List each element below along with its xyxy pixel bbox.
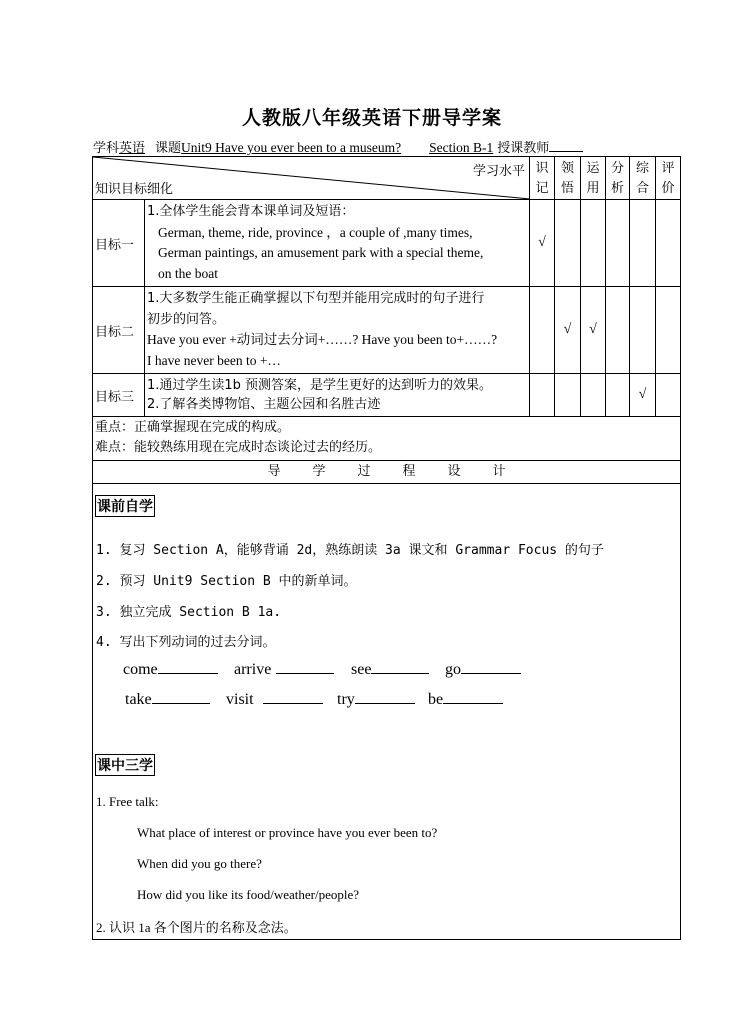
process-char: 过 [357,464,371,479]
answer-blank [158,660,218,674]
goal-line: 1.大多数学生能正确掌握以下句型并能用完成时的句子进行 [147,291,485,306]
check-cell [581,374,606,417]
free-talk-question-3: How did you like its food/weather/people? [137,887,360,902]
answer-blank [355,690,415,704]
goal-content [145,374,530,417]
level-col-3: 分 析 [606,157,630,200]
verb-blank [445,660,521,679]
key-points-cell [93,417,681,461]
header-level-label: 学习水平 [472,164,525,179]
process-content [93,484,680,939]
check-cell [656,287,681,374]
check-cell [530,287,555,374]
goal-row-2 [93,287,681,374]
goal-line: Have you ever +动词过去分词+……? Have you been to+……? [147,332,498,347]
goal-row-3 [93,374,681,417]
verb-blank [234,660,334,679]
goal-label: 目标一 [93,200,145,287]
goal-line: on the boat [158,265,218,281]
verb-blank [351,660,429,679]
inclass-section-title: 课中三学 [95,754,155,776]
difficult-point: 难点：能较熟练用现在完成时态谈论过去的经历。 [95,440,382,455]
goal-line: 1.全体学生能会背本课单词及短语： [147,204,355,219]
verb: come [123,661,158,678]
check-cell: √ [530,200,555,287]
lesson-plan-table [92,156,681,940]
check-cell [555,374,581,417]
subject-value: 英语 [119,141,146,156]
document-title: 人教版八年级英语下册导学案 [241,107,502,129]
verb: see [351,661,372,678]
inclass-section-title-wrap [95,754,155,776]
goal-line: German, theme, ride, province ，a couple of ,many times, [158,224,473,240]
goal-content [145,200,530,287]
goal-line: German paintings, an amusement park with a special theme, [158,245,484,260]
free-talk-question-1: What place of interest or province have you ever been to? [137,825,438,840]
process-char: 设 [447,464,461,479]
check-cell [555,200,581,287]
key-points-row [93,417,681,461]
header-diagonal-cell [93,157,530,200]
course-info-line [93,137,583,156]
check-cell: √ [581,287,606,374]
goal-line: 初步的问答。 [147,311,226,327]
check-cell [656,200,681,287]
key-point: 重点：正确掌握现在完成的构成。 [95,420,291,435]
level-col-1: 领 悟 [555,157,581,200]
verb: go [445,661,461,678]
answer-blank [461,660,521,674]
check-cell [530,374,555,417]
preview-item-2: 2. 预习 Unit9 Section B 中的新单词。 [96,574,357,589]
goal-line: I have never been to +… [147,352,281,368]
level-col-5: 评 价 [656,157,681,200]
check-cell [606,287,630,374]
process-title-row [93,461,681,484]
check-cell [656,374,681,417]
process-body-row [93,484,681,940]
section-value: Section B-1 [429,140,494,155]
verb: visit [226,691,254,708]
verb: take [125,691,152,708]
verb: try [337,691,355,708]
subject-label: 学科 [93,141,120,156]
header-goal-label: 知识目标细化 [95,182,174,197]
verb-blank [337,690,415,709]
check-cell [630,200,656,287]
goal-label: 目标二 [93,287,145,374]
level-col-4: 综 合 [630,157,656,200]
topic-value: Unit9 Have you ever been to a museum? [181,140,402,155]
verb: be [428,691,444,708]
goal-content [145,287,530,374]
process-body [93,484,681,940]
free-talk-question-2: When did you go there? [137,856,262,871]
goal-label: 目标三 [93,374,145,417]
process-char: 导 [267,464,281,479]
preview-section-title: 课前自学 [95,495,155,517]
answer-blank [152,690,210,704]
preview-item-1: 1. 复习 Section A，能够背诵 2d，熟练朗读 3a 课文和 Grammar Focus 的句子 [96,543,604,558]
check-cell [606,374,630,417]
check-cell [581,200,606,287]
process-char: 计 [492,464,506,479]
teacher-blank [549,139,583,152]
answer-blank [443,690,503,704]
goal-line: 1.通过学生读1b 预测答案，是学生更好的达到听力的效果。 [147,378,493,393]
verb-blank [428,690,503,709]
verb-blank [123,660,218,679]
verb-blank [125,690,210,709]
preview-item-3: 3. 独立完成 Section B 1a. [96,605,282,620]
preview-section-title-wrap [95,495,155,517]
free-talk-heading: 1. Free talk: [96,794,159,809]
answer-blank [263,690,323,704]
verb: arrive [234,661,272,678]
teacher-label: 授课教师 [497,141,550,156]
goal-row-1 [93,200,681,287]
answer-blank [276,660,334,674]
check-cell: √ [630,374,656,417]
process-title [93,461,681,484]
check-cell [630,287,656,374]
inclass-item-2: 2. 认识 1a 各个图片的名称及念法。 [96,920,297,935]
level-col-0: 识 记 [530,157,555,200]
verb-blank [226,690,323,709]
table-header-row [93,157,681,200]
level-col-2: 运 用 [581,157,606,200]
goal-line: 2.了解各类博物馆、主题公园和名胜古迹 [147,397,381,412]
check-cell: √ [555,287,581,374]
process-char: 程 [402,464,416,479]
topic-label: 课题 [155,141,182,156]
process-char: 学 [312,464,326,479]
check-cell [606,200,630,287]
preview-item-4: 4. 写出下列动词的过去分词。 [96,635,276,650]
answer-blank [371,660,429,674]
